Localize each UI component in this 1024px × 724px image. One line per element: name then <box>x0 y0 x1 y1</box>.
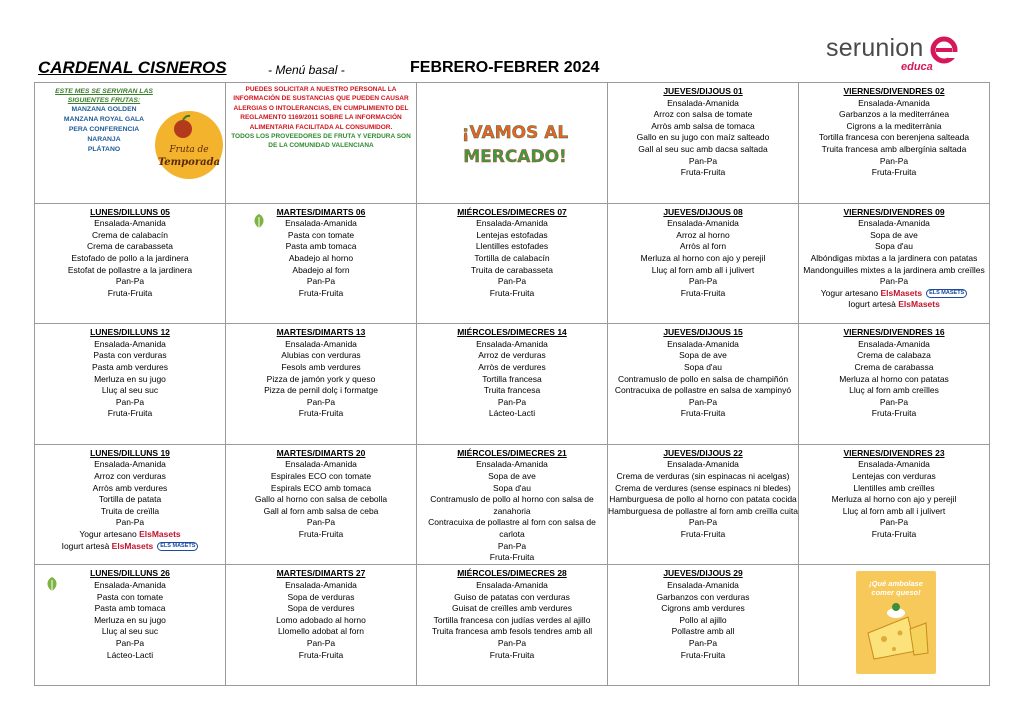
dish: Cigrons a la mediterrània <box>846 120 942 131</box>
dish: Pan-Pa <box>879 396 909 407</box>
dish: Guiso de patatas con verduras <box>454 591 570 602</box>
dish: Pan-Pa <box>497 540 527 551</box>
day-title: VIERNES/DIVENDRES 02 <box>843 86 945 96</box>
menu-grid <box>34 82 990 686</box>
cheese-illustration <box>856 571 936 674</box>
dish: Lentejas estofadas <box>476 229 548 240</box>
dish: Ensalada-Amanida <box>476 459 548 470</box>
dish: Pan-Pa <box>115 517 145 528</box>
dish: Merluza en su jugo <box>94 373 166 384</box>
els-masets-badge: ELS MASETS <box>157 542 198 551</box>
day-title: MIÉRCOLES/DIMECRES 07 <box>457 206 567 217</box>
fruits-title-1: ESTE MES SE SERVIRAN LAS <box>55 88 153 95</box>
brand-name: serunion <box>826 34 924 62</box>
dish: Tortilla francesa <box>482 373 542 384</box>
dish: Ensalada-Amanida <box>285 218 357 229</box>
day-title: MARTES/DIMARTS 20 <box>276 447 366 458</box>
dish: Ensalada-Amanida <box>94 338 166 349</box>
dish: Crema de verdures (sense espinacs ni bledes) <box>615 482 791 493</box>
dish: Lluç al forn amb all i julivert <box>651 264 755 275</box>
dish: Truita francesa amb fesols tendres amb all <box>431 626 593 637</box>
dish: Contramuslo de pollo en salsa de champiñón <box>617 373 789 384</box>
dish: Pan-Pa <box>306 276 336 287</box>
dish: Merluza al horno con ajo y perejil <box>831 494 957 505</box>
dish: Arroz con salsa de tomate <box>653 109 753 120</box>
dish: Ensalada-Amanida <box>94 218 166 229</box>
dish: Ensalada-Amanida <box>667 338 739 349</box>
dish: Tortilla de patata <box>98 494 162 505</box>
dish: Fruta-Fruita <box>107 408 153 419</box>
day-title: MARTES/DIMARTS 27 <box>276 568 366 579</box>
fruit-item: PLÁTANO <box>87 146 121 153</box>
dish: Ensalada-Amanida <box>285 579 357 590</box>
day-title: JUEVES/DIJOUS 15 <box>663 327 743 338</box>
day-cell <box>226 204 417 325</box>
cheese-poster-cell <box>799 565 990 686</box>
dish: Truita francesa <box>483 385 541 396</box>
dish: Fruta-Fruita <box>489 287 535 298</box>
dish: Fruta-Fruita <box>680 408 726 419</box>
day-cell <box>226 445 417 566</box>
dish: Gall al forn amb salsa de ceba <box>263 505 379 516</box>
dish: Pan-Pa <box>497 396 527 407</box>
dish: Pan-Pa <box>688 276 718 287</box>
dish: Pan-Pa <box>115 396 145 407</box>
fruits-list <box>49 87 159 155</box>
suppliers-notice: TODOS LOS PROVEEDORES DE FRUTA Y VERDURA SON DE LA COMUNIDAD VALENCIANA <box>231 133 411 150</box>
dish: Pasta amb tomaca <box>285 241 357 252</box>
dish: Fruta-Fruita <box>298 649 344 660</box>
month-title: FEBRERO-FEBRER 2024 <box>410 59 600 76</box>
dish: Espirals ECO amb tomaca <box>270 482 372 493</box>
dish: Lluç al seu suc <box>101 626 159 637</box>
dish: Gall al seu suc amb dacsa saltada <box>638 143 768 154</box>
dish: Contracuixa de pollastre en salsa de xampinyó <box>614 385 792 396</box>
dish: Espirales ECO con tomate <box>270 470 372 481</box>
dish: Pan-Pa <box>306 396 336 407</box>
dish: Crema de verduras (sin espinacas ni acelgas) <box>616 470 790 481</box>
day-title: LUNES/DILLUNS 12 <box>90 327 170 338</box>
fruits-title-2: SIGUIENTES FRUTAS: <box>67 97 141 104</box>
day-title: LUNES/DILLUNS 26 <box>90 568 170 579</box>
day-title: VIERNES/DIVENDRES 16 <box>843 327 945 338</box>
day-cell <box>35 204 226 325</box>
svg-text:¡VAMOS AL: ¡VAMOS AL <box>461 123 569 143</box>
fruit-item: NARANJA <box>87 136 121 143</box>
dish: Pasta con verduras <box>93 350 167 361</box>
day-cell <box>417 204 608 325</box>
fruits-cell <box>35 83 226 204</box>
day-title: VIERNES/DIVENDRES 23 <box>843 447 945 458</box>
page-header <box>0 0 1024 82</box>
dish: Ensalada-Amanida <box>285 459 357 470</box>
dish: Fruta-Fruita <box>680 528 726 539</box>
dish: Ensalada-Amanida <box>858 338 930 349</box>
dish: Ensalada-Amanida <box>476 218 548 229</box>
day-cell <box>417 324 608 445</box>
dish: Pan-Pa <box>879 276 909 287</box>
dish: Tortilla francesa con berenjena salteada <box>818 132 970 143</box>
day-title: JUEVES/DIJOUS 29 <box>663 568 743 579</box>
dish: Arròs amb verdures <box>92 482 168 493</box>
dish: Ensalada-Amanida <box>858 459 930 470</box>
dish: Pan-Pa <box>497 276 527 287</box>
dish: Garbanzos con verduras <box>656 591 750 602</box>
dish: Estofat de pollastre a la jardinera <box>67 264 193 275</box>
dish: Abadejo al forn <box>292 264 350 275</box>
dish: Sopa d'au <box>492 482 532 493</box>
dish: Ensalada-Amanida <box>94 579 166 590</box>
dish: Merluza al horno con ajo y perejil <box>640 252 766 263</box>
svg-text:Fruta de: Fruta de <box>169 145 209 155</box>
dish: Fruta-Fruita <box>871 167 917 178</box>
day-title: MIÉRCOLES/DIMECRES 14 <box>457 327 567 338</box>
dish: Pollastre amb all <box>671 626 735 637</box>
dish: Fesols amb verdures <box>281 361 361 372</box>
dish: Merluza en su jugo <box>94 614 166 625</box>
dish: Arroz con verduras <box>94 470 166 481</box>
dish: Fruta-Fruita <box>871 408 917 419</box>
dish: Fruta-Fruita <box>298 528 344 539</box>
dish: Arroz al horno <box>676 229 730 240</box>
dish: Pasta amb tomaca <box>94 603 166 614</box>
day-cell <box>35 445 226 566</box>
dish: Pasta con tomate <box>96 591 164 602</box>
fruit-item: PERA CONFERENCIA <box>68 126 140 133</box>
day-title: MARTES/DIMARTS 13 <box>276 327 366 338</box>
dish: Arròs al forn <box>679 241 727 252</box>
dish: Fruta-Fruita <box>489 649 535 660</box>
brand-logo <box>826 34 976 74</box>
day-cell <box>608 83 799 204</box>
dish: Garbanzos a la mediterránea <box>838 109 950 120</box>
poster-text: ¡Qué ambolase comer queso! <box>869 579 923 598</box>
mercado-cell <box>417 83 608 204</box>
day-title: MIÉRCOLES/DIMECRES 21 <box>457 447 567 458</box>
dish: Pan-Pa <box>115 637 145 648</box>
dish: Arròs de verdures <box>478 361 546 372</box>
dish: Sopa de verduras <box>287 591 355 602</box>
dish: Pasta con tomate <box>287 229 355 240</box>
dish: Pan-Pa <box>306 637 336 648</box>
day-cell <box>799 324 990 445</box>
allergen-notice: PUEDES SOLICITAR A NUESTRO PERSONAL LA INFORMACIÓN DE SUSTANCIAS QUE PUEDEN CAUSAR ALERGIAS O INTOLERANCIAS, EN CUMPLIMIENTO DEL REGLAMENTO 1169/2011 SOBRE LA INFORMACIÓN ALIMENTARIA FACILITADA AL CONSUMIDOR. <box>233 86 409 131</box>
dish: Gallo en su jugo con maíz salteado <box>636 132 770 143</box>
day-cell <box>226 324 417 445</box>
cheese-poster <box>856 571 936 674</box>
day-cell <box>608 565 799 686</box>
fruit-item: MANZANA ROYAL GALA <box>63 116 145 123</box>
dish: Guisat de creïlles amb verdures <box>452 603 572 614</box>
dish: Fruta-Fruita <box>680 649 726 660</box>
dish: Sopa d'au <box>683 361 723 372</box>
school-name: CARDENAL CISNEROS <box>38 58 227 77</box>
dish: Fruta-Fruita <box>871 528 917 539</box>
day-title: VIERNES/DIVENDRES 09 <box>843 206 945 217</box>
dish: Estofado de pollo a la jardinera <box>71 252 189 263</box>
day-title: JUEVES/DIJOUS 01 <box>663 86 743 96</box>
brand-sub: educa <box>901 61 933 73</box>
svg-text:Temporada: Temporada <box>157 157 221 168</box>
dish: Pasta amb verdures <box>91 361 169 372</box>
dish: Lluç al seu suc <box>101 385 159 396</box>
dish: Ensalada-Amanida <box>667 97 739 108</box>
dish: Sopa de ave <box>870 229 918 240</box>
dish: Crema de carabasseta <box>87 241 173 252</box>
dish: Cigrons amb verdures <box>661 603 745 614</box>
dish: Pan-Pa <box>497 637 527 648</box>
dish: Ensalada-Amanida <box>476 579 548 590</box>
day-cell <box>799 445 990 566</box>
dish: Pan-Pa <box>879 155 909 166</box>
day-cell <box>226 565 417 686</box>
dish: Pan-Pa <box>688 396 718 407</box>
dish: Sopa de ave <box>679 350 727 361</box>
dish: Tortilla de calabacín <box>474 252 550 263</box>
day-cell <box>608 204 799 325</box>
dish: Mandonguilles mixtes a la jardinera amb creïlles <box>803 264 985 275</box>
dish: Tortilla francesa con judías verdes al ajillo <box>433 614 591 625</box>
dish: Pan-Pa <box>115 276 145 287</box>
dish: Ensalada-Amanida <box>667 218 739 229</box>
day-title: LUNES/DILLUNS 05 <box>90 206 170 217</box>
dish: Llentilles amb creïlles <box>853 482 935 493</box>
dish: Lentejas con verduras <box>852 470 936 481</box>
dish: Lácteo-Lacti <box>106 649 154 660</box>
dish: Pan-Pa <box>688 637 718 648</box>
dish: Albóndigas mixtas a la jardinera con patatas <box>810 252 978 263</box>
dish: Lácteo-Lacti <box>488 408 536 419</box>
dish: Fruta-Fruita <box>680 287 726 298</box>
day-cell <box>799 204 990 325</box>
day-cell <box>35 565 226 686</box>
dish: Ensalada-Amanida <box>667 579 739 590</box>
dish: Fruta-Fruita <box>298 287 344 298</box>
dish-yogurt: Yogur artesano ElsMasets ELS MASETS <box>799 288 989 300</box>
day-cell <box>608 324 799 445</box>
dish: Fruta-Fruita <box>298 408 344 419</box>
svg-text:MERCADO!: MERCADO! <box>463 147 567 167</box>
allergen-notice-cell <box>226 83 417 204</box>
fruta-temporada-logo <box>153 109 225 181</box>
day-title: JUEVES/DIJOUS 22 <box>663 447 743 458</box>
day-cell <box>799 83 990 204</box>
dish: Sopa de verdures <box>287 603 355 614</box>
dish: Sopa d'au <box>874 241 914 252</box>
dish-yogurt: Iogurt artesà ElsMasets <box>848 299 940 310</box>
dish: Hamburguesa de pollastre al forn amb creïlla cuita <box>608 505 798 516</box>
dish: Crema de carabassa <box>854 361 934 372</box>
dish: Truita de carabasseta <box>471 264 553 275</box>
dish: Hamburguesa de pollo al horno con patata cocida <box>609 494 797 505</box>
dish: Ensalada-Amanida <box>476 338 548 349</box>
dish: Gallo al horno con salsa de cebolla <box>254 494 388 505</box>
dish: Lomo adobado al horno <box>276 614 366 625</box>
dish: Contramuslo de pollo al horno con salsa de zanahoria <box>430 494 594 516</box>
leaf-icon <box>43 575 61 593</box>
dish: Fruta-Fruita <box>107 287 153 298</box>
els-masets-badge: ELS MASETS <box>926 289 967 298</box>
dish-yogurt: Iogurt artesà ElsMasets ELS MASETS <box>35 541 225 553</box>
serunion-e-icon <box>930 36 962 64</box>
dish: Lluç al forn amb creïlles <box>849 385 939 396</box>
dish: Ensalada-Amanida <box>285 338 357 349</box>
day-title: LUNES/DILLUNS 19 <box>90 447 170 458</box>
dish: Pizza de pernil dolç i formatge <box>264 385 378 396</box>
dish: Pan-Pa <box>688 517 718 528</box>
dish: Pan-Pa <box>688 155 718 166</box>
dish-yogurt: Yogur artesano ElsMasets <box>79 528 181 539</box>
dish: Llomello adobat al forn <box>277 626 364 637</box>
day-cell <box>608 445 799 566</box>
dish: Ensalada-Amanida <box>858 97 930 108</box>
fruit-item: MANZANA GOLDEN <box>71 106 137 113</box>
dish: Llentilles estofades <box>475 241 549 252</box>
dish: Pan-Pa <box>306 517 336 528</box>
dish: Contracuixa de pollastre al forn con salsa de carlota <box>428 517 596 539</box>
day-title: MARTES/DIMARTS 06 <box>276 206 366 217</box>
dish: Truita francesa amb albergínia saltada <box>821 143 967 154</box>
dish: Ensalada-Amanida <box>667 459 739 470</box>
dish: Arròs amb salsa de tomaca <box>651 120 755 131</box>
dish: Pan-Pa <box>879 517 909 528</box>
day-title: MIÉRCOLES/DIMECRES 28 <box>457 568 567 579</box>
day-cell <box>417 565 608 686</box>
day-title: JUEVES/DIJOUS 08 <box>663 206 743 217</box>
dish: Pizza de jamón york y queso <box>266 373 376 384</box>
vamos-al-mercado-logo <box>455 119 575 167</box>
dish: Crema de calabaza <box>857 350 931 361</box>
dish: Fruta-Fruita <box>489 552 535 563</box>
menu-type: - Menú basal - <box>268 63 345 77</box>
dish: Ensalada-Amanida <box>94 459 166 470</box>
dish: Pollo al ajillo <box>679 614 727 625</box>
dish: Abadejo al horno <box>288 252 354 263</box>
dish: Fruta-Fruita <box>680 167 726 178</box>
day-cell <box>35 324 226 445</box>
dish: Alubias con verduras <box>281 350 361 361</box>
dish: Crema de calabacín <box>91 229 169 240</box>
day-cell <box>417 445 608 566</box>
dish: Truita de creïlla <box>100 505 160 516</box>
leaf-icon <box>250 212 268 230</box>
dish: Arroz de verduras <box>478 350 546 361</box>
dish: Lluç al forn amb all i julivert <box>842 505 946 516</box>
dish: Sopa de ave <box>488 470 536 481</box>
dish: Merluza al horno con patatas <box>839 373 949 384</box>
dish: Ensalada-Amanida <box>858 218 930 229</box>
